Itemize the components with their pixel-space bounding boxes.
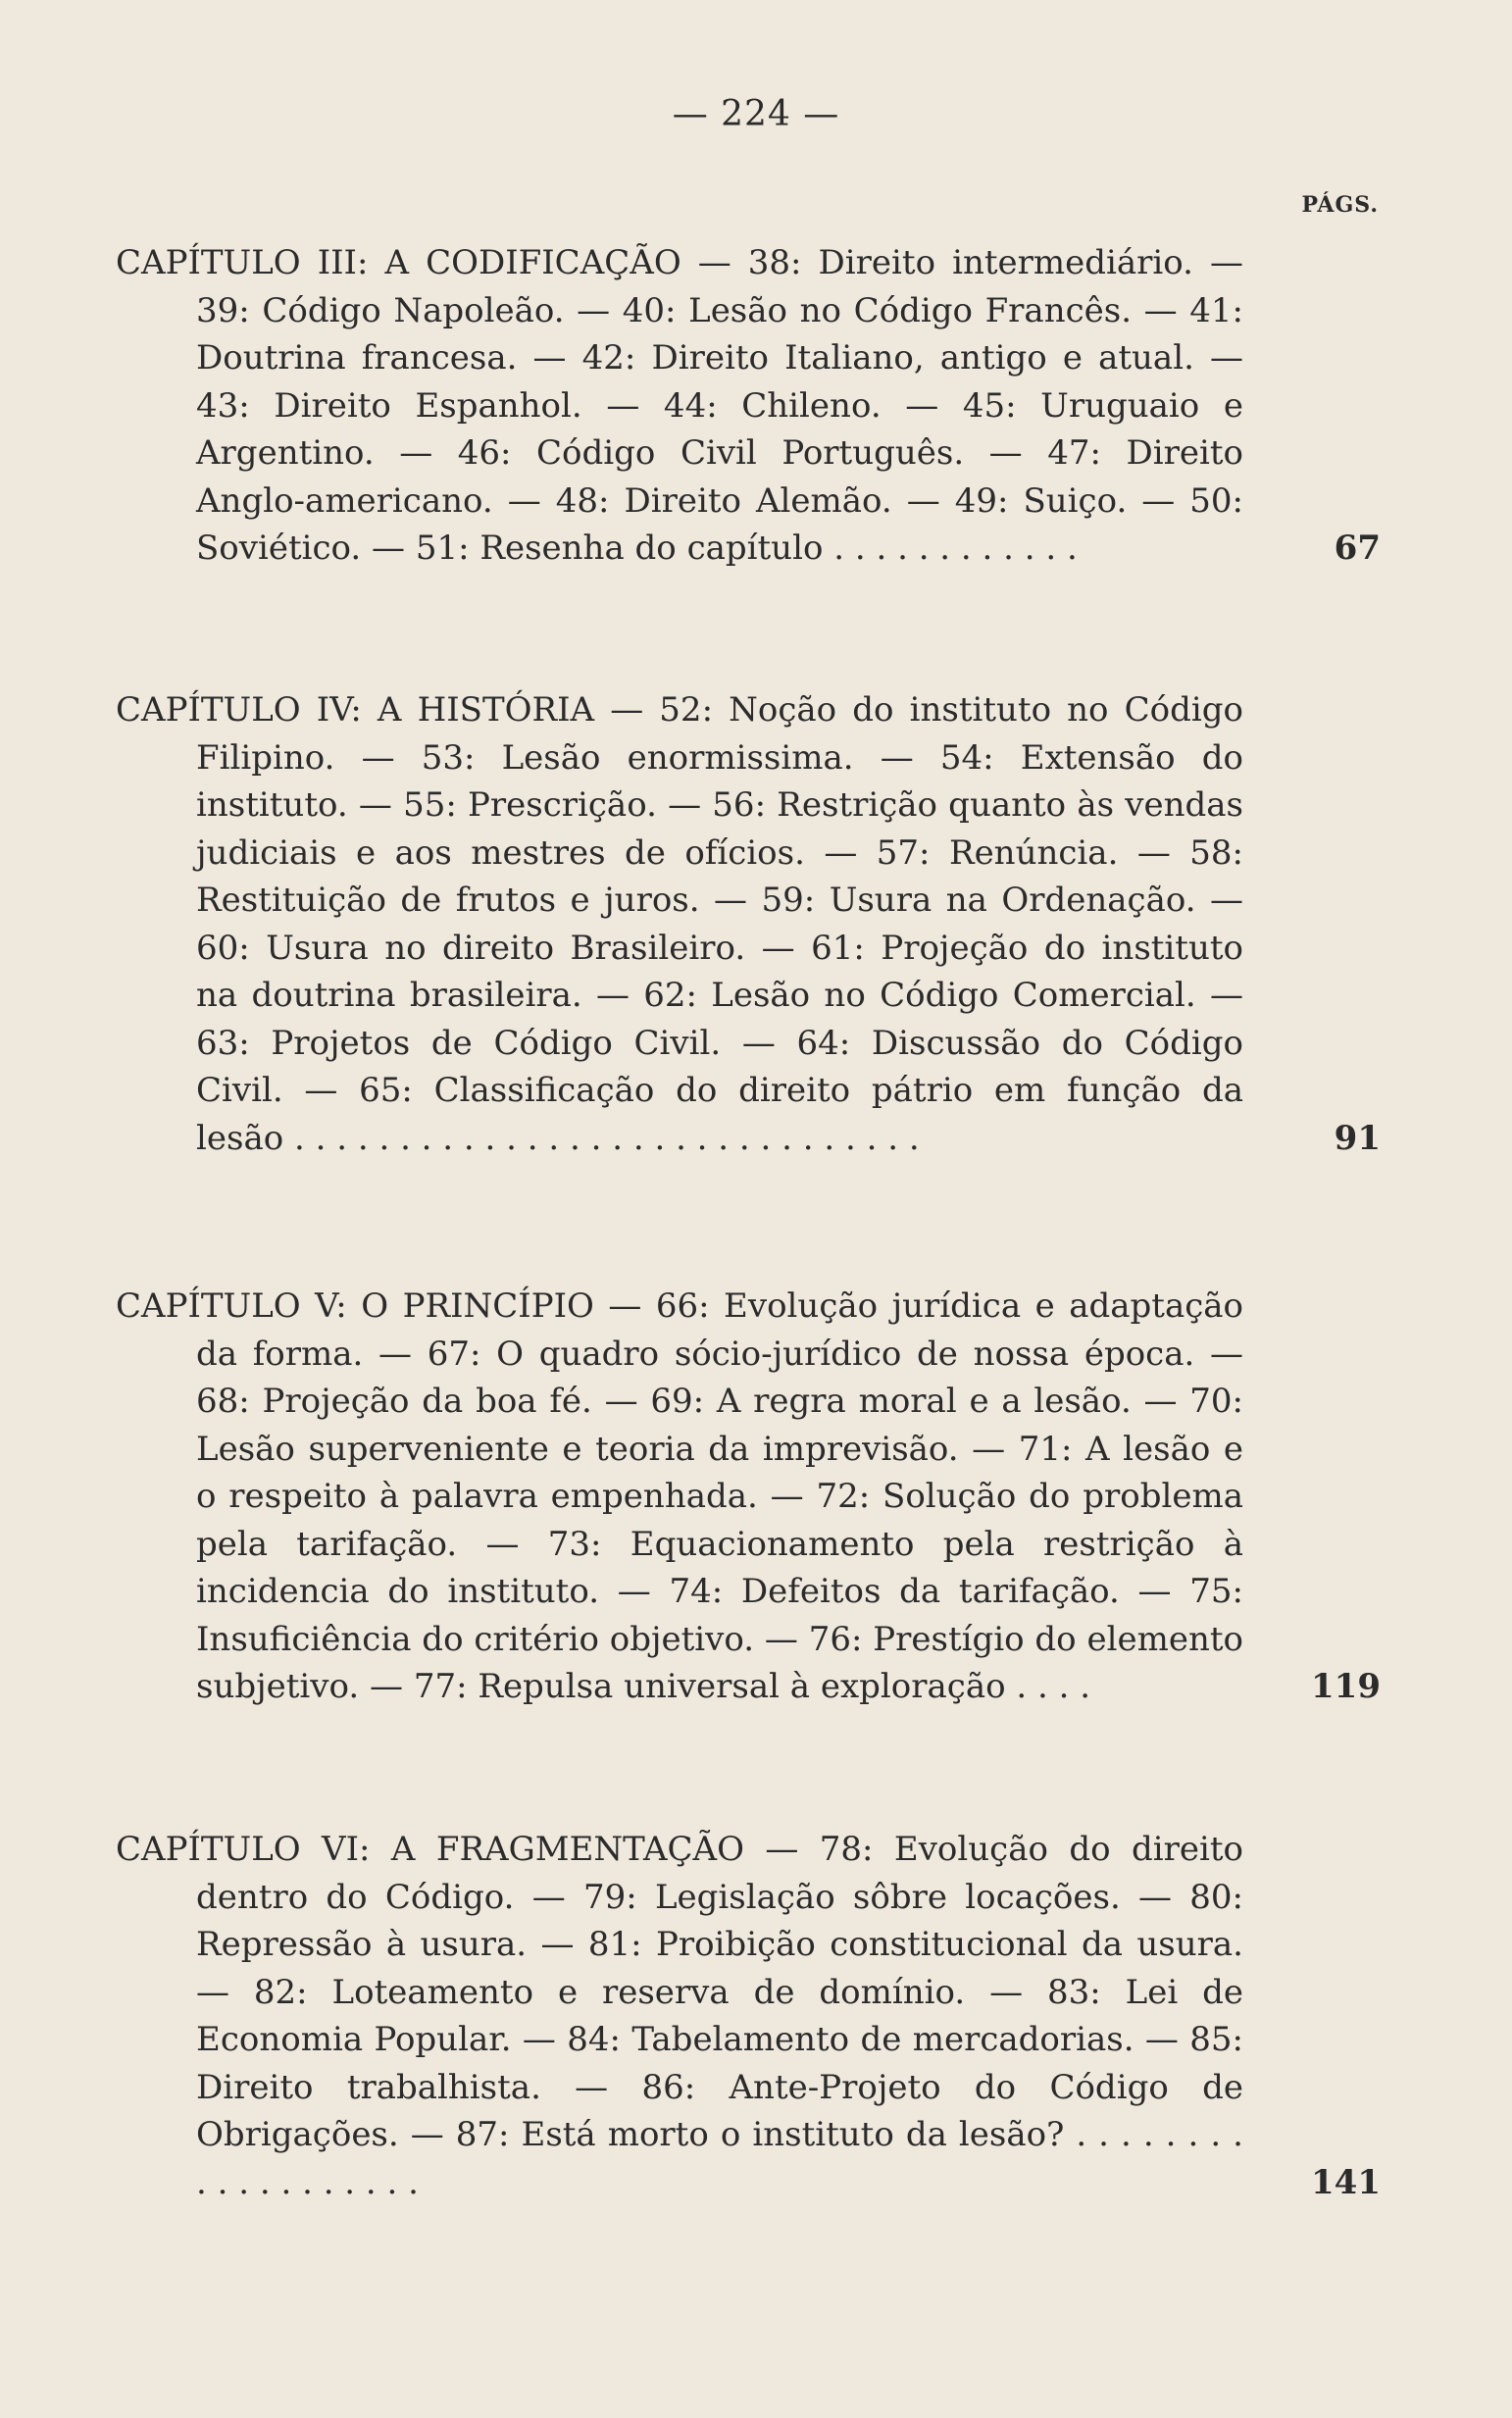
chapter-summary: CAPÍTULO VI: A FRAGMENTAÇÃO — 78: Evolução do direito dentro do Código. — 79: Legislação sôbre locações. — 80: Repressão à usura. — 81: Proibição constitucional da usura. — 82: Loteamento e reserva de domínio. — 83: Lei de Economia Popular. — 84: Tabelamento de mercadorias. — 85: Direito trabalhista. — 86: Ante-Projeto do Código de Obrigações. — 87: Está morto o instituto da lesão? . . . . . . . . . . . . . . . . . . . <box>116 1830 1243 2202</box>
toc-entry-chapter-5 <box>116 1283 1381 1711</box>
toc-entry-chapter-6 <box>116 1826 1381 2206</box>
chapter-page-number: 67 <box>1334 529 1381 568</box>
chapter-page-number: 141 <box>1311 2162 1381 2202</box>
toc-entry-chapter-4 <box>116 686 1381 1162</box>
toc-entry-chapter-3 <box>116 239 1381 573</box>
chapter-summary: CAPÍTULO V: O PRINCÍPIO — 66: Evolução jurídica e adaptação da forma. — 67: O quadro sócio-jurídico de nossa época. — 68: Projeção da boa fé. — 69: A regra moral e a lesão. — 70: Lesão superveniente e teoria da imprevisão. — 71: A lesão e o respeito à palavra empenhada. — 72: Solução do problema pela tarifação. — 73: Equacionamento pela restrição à incidencia do instituto. — 74: Defeitos da tarifação. — 75: Insuficiência do critério objetivo. — 76: Prestígio do elemento subjetivo. — 77: Repulsa universal à exploração . . . . <box>116 1286 1243 1706</box>
page-number: — 224 — <box>672 94 840 134</box>
chapter-summary: CAPÍTULO IV: A HISTÓRIA — 52: Noção do instituto no Código Filipino. — 53: Lesão enormissima. — 54: Extensão do instituto. — 55: Prescrição. — 56: Restrição quanto às vendas judiciais e aos mestres de ofícios. — 57: Renúncia. — 58: Restituição de frutos e juros. — 59: Usura na Ordenação. — 60: Usura no direito Brasileiro. — 61: Projeção do instituto na doutrina brasileira. — 62: Lesão no Código Comercial. — 63: Projetos de Código Civil. — 64: Discussão do Código Civil. — 65: Classificação do direito pátrio em função da lesão . . . . . . . . . . . . . . . . . . . . . . . . . . . . . . <box>116 690 1243 1158</box>
chapter-page-number: 119 <box>1311 1667 1381 1706</box>
chapter-summary: CAPÍTULO III: A CODIFICAÇÃO — 38: Direito intermediário. — 39: Código Napoleão. — 40: Lesão no Código Francês. — 41: Doutrina francesa. — 42: Direito Italiano, antigo e atual. — 43: Direito Espanhol. — 44: Chileno. — 45: Uruguaio e Argentino. — 46: Código Civil Português. — 47: Direito Anglo-americano. — 48: Direito Alemão. — 49: Suiço. — 50: Soviético. — 51: Resenha do capítulo . . . . . . . . . . . . <box>116 243 1243 568</box>
pags-column-label: PÁGS. <box>1301 192 1379 218</box>
chapter-page-number: 91 <box>1334 1118 1381 1158</box>
